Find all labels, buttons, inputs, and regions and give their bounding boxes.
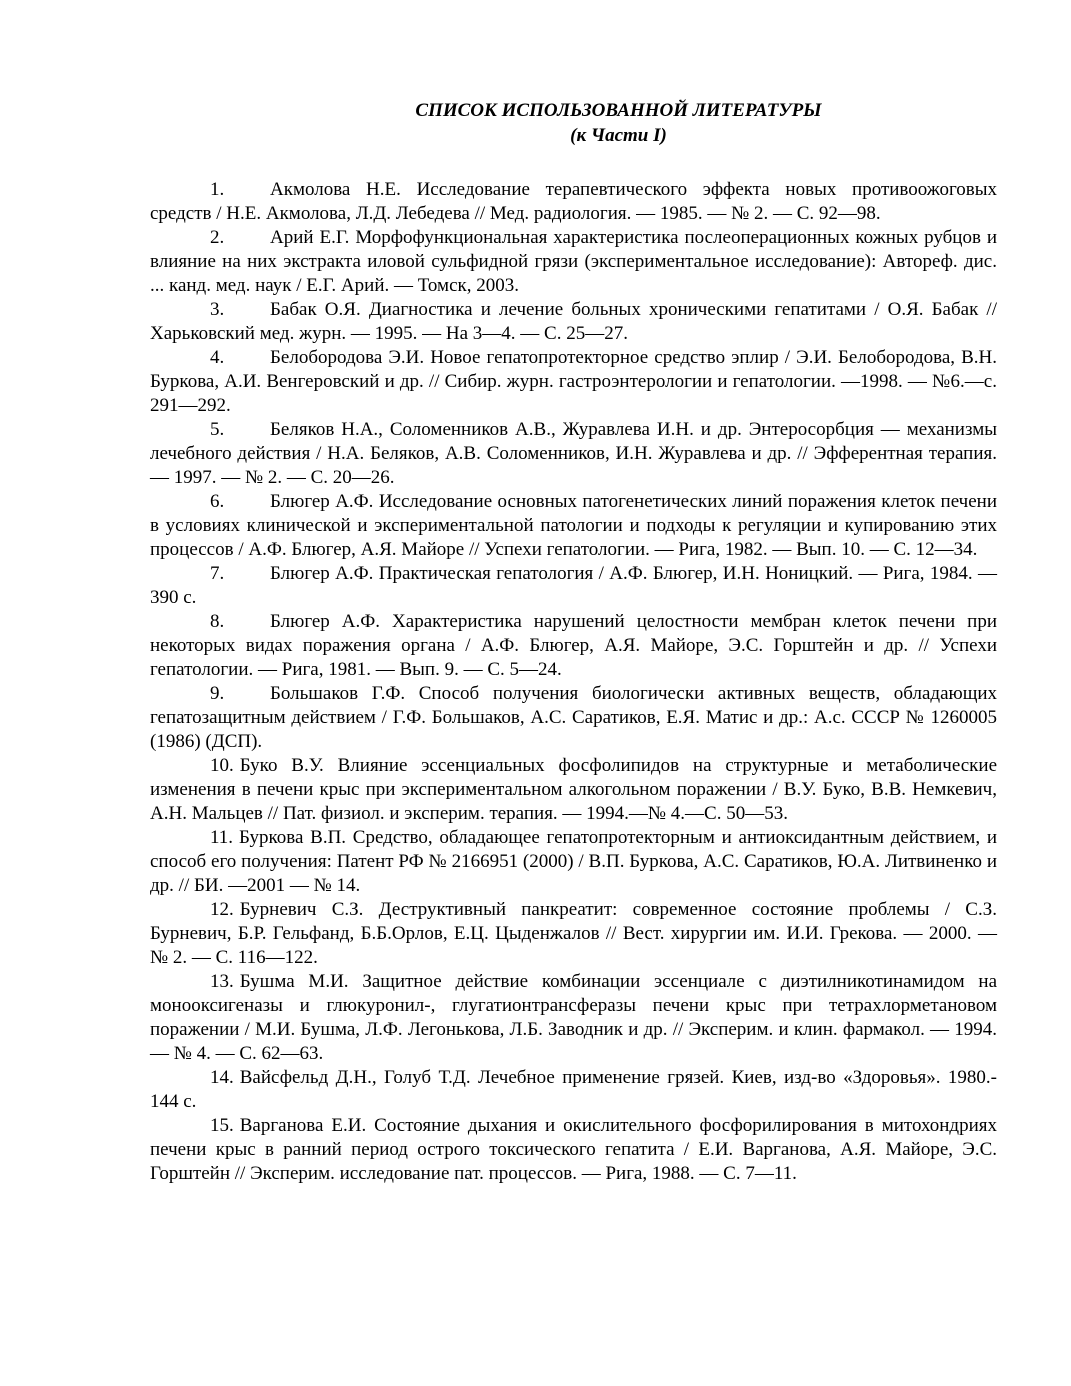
reference-entry [150,226,997,298]
reference-text: Белобородова Э.И. Новое гепатопротекторное средство эплир / Э.И. Белобородова, В.Н. Буркова, А.И. Венгеровский и др. // Сибир. журн. гастроэнтерологии и гепатологии. —1998. — №6.—с. 291—292. [150,347,997,416]
document-title: СПИСОК ИСПОЛЬЗОВАННОЙ ЛИТЕРАТУРЫ [415,100,822,121]
reference-number: 15. [210,1115,234,1136]
reference-text: Блюгер А.Ф. Практическая гепатология / А.Ф. Блюгер, И.Н. Ноницкий. — Рига, 1984. — 390 с. [150,563,997,608]
reference-text: Блюгер А.Ф. Характеристика нарушений целостности мембран клеток печени при некоторых видах поражения органа / А.Ф. Блюгер, А.Я. Майоре, Э.С. Горштейн и др. // Успехи гепатологии. — Рига, 1981. — Вып. 9. — С. 5—24. [150,611,997,680]
reference-entry [150,490,997,562]
reference-entry [150,754,997,826]
reference-text: Буко В.У. Влияние эссенциальных фосфолипидов на структурные и метаболические изменения в печени крыс при экспериментальном алкогольном поражении / В.У. Буко, В.В. Немкевич, А.Н. Мальцев // Пат. физиол. и эксперим. терапия. — 1994.—№ 4.—С. 50—53. [150,755,997,824]
document-subtitle: (к Части I) [570,125,667,146]
reference-number: 2. [210,227,225,248]
reference-text: Бушма М.И. Защитное действие комбинации эссенциале с диэтилникотинамидом на монооксигеназы и глюкуронил-, глугатионтрансферазы печени крыс при тетрахлорметановом поражении / М.И. Бушма, Л.Ф. Легонькова, Л.Б. Заводник и др. // Эксперим. и клин. фармакол. — 1994. — № 4. — С. 62—63. [150,971,997,1064]
reference-text: Большаков Г.Ф. Способ получения биологически активных веществ, обладающих гепатозащитным действием / Г.Ф. Большаков, А.С. Саратиков, Е.Я. Матис и др.: А.с. СССР № 1260005 (1986) (ДСП). [150,683,997,752]
reference-number: 3. [210,299,225,320]
reference-number: 9. [210,683,225,704]
reference-entry [150,682,997,754]
reference-entry [150,418,997,490]
reference-number: 14. [210,1067,234,1088]
reference-number: 11. [210,827,234,848]
reference-text: Бабак О.Я. Диагностика и лечение больных хроническими гепатитами / О.Я. Бабак // Харьковский мед. журн. — 1995. — На 3—4. — С. 25—27. [150,299,997,344]
reference-number: 12. [210,899,234,920]
reference-number: 5. [210,419,225,440]
reference-text: Вайсфельд Д.Н., Голуб Т.Д. Лечебное применение грязей. Киев, изд-во «Здоровья». 1980.- 144 с. [150,1067,997,1112]
reference-entry [150,610,997,682]
reference-text: Акмолова Н.Е. Исследование терапевтического эффекта новых противоожоговых средств / Н.Е. Акмолова, Л.Д. Лебедева // Мед. радиология. — 1985. — № 2. — С. 92—98. [150,179,997,224]
reference-entry [150,562,997,610]
reference-entry [150,970,997,1066]
reference-entry [150,298,997,346]
reference-number: 10. [210,755,234,776]
reference-entry [150,178,997,226]
reference-text: Буркова В.П. Средство, обладающее гепатопротекторным и антиоксидантным действием, и способ его получения: Патент РФ № 2166951 (2000) / В.П. Буркова, А.С. Саратиков, Ю.А. Литвиненко и др. // БИ. —2001 — № 14. [150,827,997,896]
reference-entry [150,898,997,970]
reference-entry [150,826,997,898]
reference-text: Блюгер А.Ф. Исследование основных патогенетических линий поражения клеток печени в условиях клинической и экспериментальной патологии и подходы к регуляции и купированию этих процессов / А.Ф. Блюгер, А.Я. Майоре // Успехи гепатологии. — Рига, 1982. — Вып. 10. — С. 12—34. [150,491,997,560]
document-page [150,98,997,1186]
reference-text: Варганова Е.И. Состояние дыхания и окислительного фосфорилирования в митохондриях печени крыс в ранний период острого токсического гепатита / Е.И. Варганова, А.Я. Майоре, Э.С. Горштейн // Эксперим. исследование пат. процессов. — Рига, 1988. — С. 7—11. [150,1115,997,1184]
reference-text: Бурневич С.З. Деструктивный панкреатит: современное состояние проблемы / С.З. Бурневич, Б.Р. Гельфанд, Б.Б.Орлов, Е.Ц. Цыденжалов // Вест. хирургии им. И.И. Грекова. — 2000. — № 2. — С. 116—122. [150,899,997,968]
reference-number: 6. [210,491,225,512]
reference-text: Беляков Н.А., Соломенников А.В., Журавлева И.Н. и др. Энтеросорбция — механизмы лечебного действия / Н.А. Беляков, А.В. Соломенников, И.Н. Журавлева и др. // Эфферентная терапия. — 1997. — № 2. — С. 20—26. [150,419,997,488]
reference-number: 13. [210,971,234,992]
reference-entry [150,346,997,418]
reference-entry [150,1066,997,1114]
reference-number: 4. [210,347,225,368]
reference-number: 7. [210,563,225,584]
reference-list [150,178,997,1186]
reference-number: 1. [210,179,225,200]
reference-entry [150,1114,997,1186]
reference-number: 8. [210,611,225,632]
reference-text: Арий Е.Г. Морфофункциональная характеристика послеоперационных кожных рубцов и влияние на них экстракта иловой сульфидной грязи (экспериментальное исследование): Автореф. дис. ... канд. мед. наук / Е.Г. Арий. — Томск, 2003. [150,227,997,296]
